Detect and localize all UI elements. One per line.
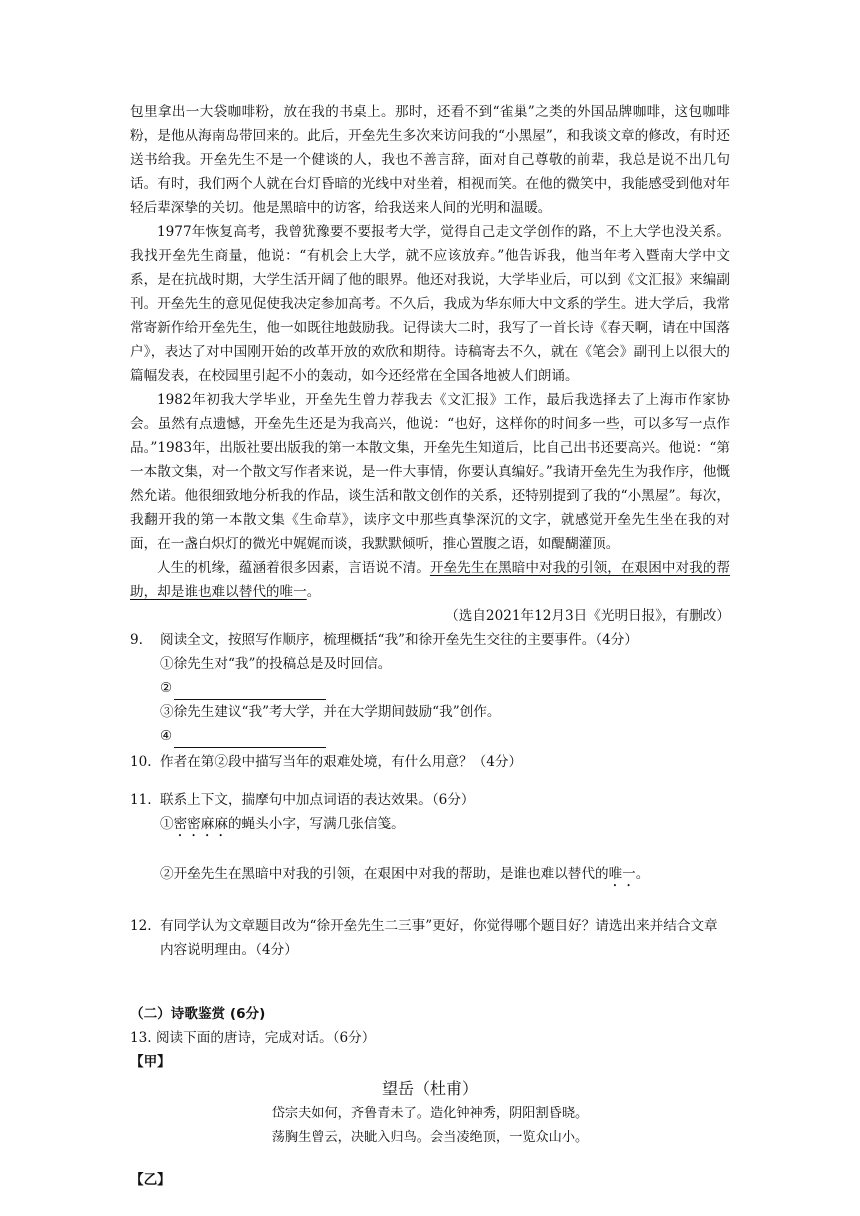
q9-item-3: ③徐先生建议“我”考大学，并在大学期间鼓励“我”创作。: [160, 704, 501, 720]
question-9-number: 9.: [130, 632, 143, 648]
q11-s1-marker: ①: [160, 816, 174, 832]
q9-item-2-marker: ②: [160, 680, 173, 696]
passage-paragraph-3: 1982年初我大学毕业，开垒先生曾力荐我去《文汇报》工作，最后我选择去了上海市作家协会。虽然有点遗憾，开垒先生还是为我高兴，他说：“也好，这样你的时间多一些，可以多写一点作品。”1983年，出版社要出版我的第一本散文集，开垒先生知道后，比自己出书还要高兴。他说：“第一本散文集，对一个散文写作者来说，是一件大事情，你要认真编好。”我请开垒先生为我作序，他慨然允诺。他很细致地分析我的作品，谈生活和散文创作的关系，还特别提到了我的“小黑屋”。每次，我翻开我的第一本散文集《生命草》，读序文中那些真挚深沉的文字，就感觉开垒先生坐在我的对面，在一盏白炽灯的微光中娓娓而谈，我默默倾听，推心置腹之语，如醍醐灌顶。: [130, 392, 730, 552]
q9-item-2: [130, 676, 730, 700]
question-12-number: 12.: [130, 918, 152, 934]
paragraph-4-end: 。: [306, 584, 321, 600]
section-poetry-heading: （二）诗歌鉴赏 (6分): [130, 1006, 266, 1022]
document-page: [130, 100, 730, 1192]
q9-answer-blank-2[interactable]: [174, 683, 326, 700]
question-13: 13. 阅读下面的唐诗，完成对话。（6分）: [130, 1030, 376, 1046]
passage-paragraph-1: 包里拿出一大袋咖啡粉，放在我的书桌上。那时，还看不到“雀巢”之类的外国品牌咖啡，这包咖啡粉，是他从海南岛带回来的。此后，开垒先生多次来访问我的“小黑屋”，和我谈文章的修改，有时还送书给我。开垒先生不是一个健谈的人，我也不善言辞，面对自己尊敬的前辈，我总是说不出几句话。有时，我们两个人就在台灯昏暗的光线中对坐着，相视而笑。在他的微笑中，我能感受到他对年轻后辈深挚的关切。他是黑暗中的访客，给我送来人间的光明和温暖。: [130, 104, 730, 216]
question-9-text: 阅读全文，按照写作顺序，梳理概括“我”和徐开垒先生交往的主要事件。（4分）: [160, 632, 638, 648]
q9-item-4-marker: ④: [160, 728, 173, 744]
question-10-text: 作者在第②段中描写当年的艰难处境，有什么用意？（4分）: [160, 754, 523, 770]
q11-sentence-2: [130, 862, 730, 890]
q11-s2-end: 。: [635, 866, 650, 882]
poem-line-1: 岱宗夫如何，齐鲁青未了。造化钟神秀，阴阳割昏晓。: [271, 1106, 589, 1121]
label-jia: 【甲】: [130, 1054, 171, 1070]
q9-item-1: ①徐先生对“我”的投稿总是及时回信。: [160, 656, 392, 672]
paragraph-4-text: 人生的机缘，蕴涵着很多因素，言语说不清。: [157, 560, 430, 576]
poem-title: 望岳（杜甫）: [381, 1079, 478, 1098]
underlined-sentence: 开垒先生在黑暗中对我的引领，在艰困中对我的帮助，却是谁也难以替代的唯一: [130, 560, 731, 600]
q11-s2-dotted-word: 唯一: [608, 866, 636, 882]
passage-paragraph-4: [130, 556, 730, 604]
question-11-number: 11.: [130, 792, 152, 808]
label-yi: 【乙】: [130, 1172, 171, 1188]
q11-s2-lead: ②开垒先生在黑暗中对我的引领，在艰困中对我的帮助，是谁也难以替代的: [160, 866, 609, 882]
question-11-text: 联系上下文，揣摩句中加点词语的表达效果。（6分）: [160, 792, 475, 808]
question-12: [130, 914, 730, 962]
q11-s1-dotted-word: 密密麻麻: [173, 816, 228, 832]
q11-s1-rest: 的蝇头小字，写满几张信笺。: [227, 816, 405, 832]
question-12-text: 有同学认为文章题目改为“徐开垒先生二三事”更好，你觉得哪个题目好？请选出来并结合文章内容说明理由。（4分）: [160, 918, 718, 958]
passage-paragraph-2: 1977年恢复高考，我曾犹豫要不要报考大学，觉得自己走文学创作的路，不上大学也没关系。我找开垒先生商量，他说：“有机会上大学，就不应该放弃。”他告诉我，他当年考入暨南大学中文系，是在抗战时期，大学生活开阔了他的眼界。他还对我说，大学毕业后，可以到《文汇报》来编副刊。开垒先生的意见促使我决定参加高考。不久后，我成为华东师大中文系的学生。进大学后，我常常寄新作给开垒先生，他一如既往地鼓励我。记得读大二时，我写了一首长诗《春天啊，请在中国落户》，表达了对中国刚开始的改革开放的欢欣和期待。诗稿寄去不久，就在《笔会》副刊上以很大的篇幅发表，在校园里引起不小的轰动，如今还经常在全国各地被人们朗诵。: [130, 224, 730, 384]
question-9: [130, 628, 730, 652]
q11-sentence-1: [130, 812, 730, 840]
poem-line-2: 荡胸生曾云，决眦入归鸟。会当凌绝顶，一览众山小。: [271, 1130, 589, 1145]
question-10: [130, 750, 730, 774]
q9-answer-blank-4[interactable]: [174, 731, 326, 748]
question-10-number: 10.: [130, 754, 152, 770]
source-citation: （选自2021年12月3日《光明日报》，有删改）: [445, 608, 730, 624]
question-11: [130, 788, 730, 812]
q9-item-4: [130, 724, 730, 748]
